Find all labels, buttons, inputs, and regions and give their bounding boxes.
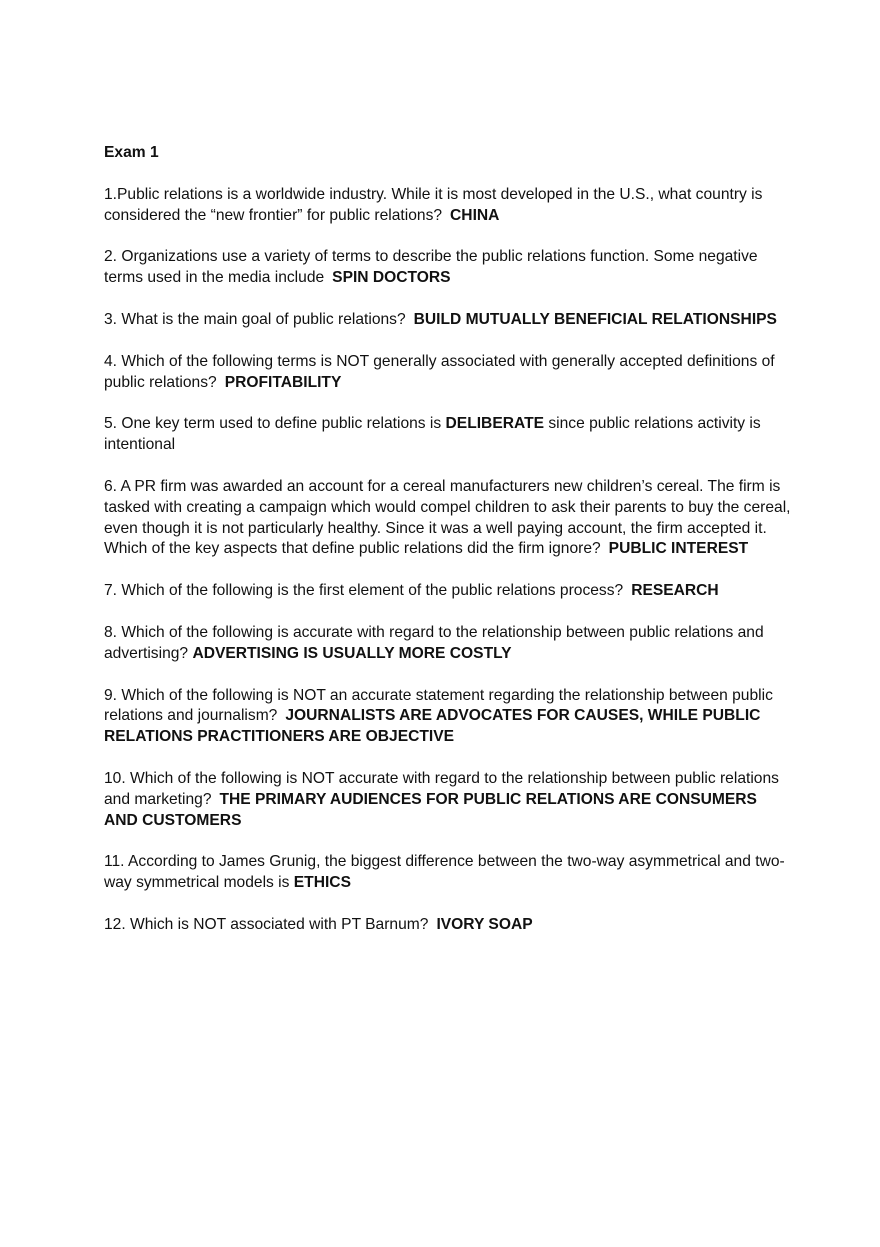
question-12: [104, 915, 794, 936]
exam-document: [104, 143, 794, 957]
answer-text: PUBLIC INTEREST: [608, 540, 749, 558]
question-text: 7. Which of the following is the first element of the public relations process?: [104, 582, 624, 600]
question-3: [104, 310, 794, 331]
question-8: [104, 623, 794, 665]
answer-text: BUILD MUTUALLY BENEFICIAL RELATIONSHIPS: [413, 310, 777, 328]
question-4: [104, 352, 794, 394]
question-text-after: since public relations activity is intentional: [104, 415, 761, 454]
answer-text: CHINA: [450, 206, 500, 224]
answer-text: ETHICS: [293, 874, 351, 892]
answer-text: JOURNALISTS ARE ADVOCATES FOR CAUSES, WHILE PUBLIC RELATIONS PRACTITIONERS ARE OBJECTIVE: [104, 707, 761, 746]
question-text: 5. One key term used to define public relations is: [104, 415, 442, 433]
question-2: [104, 247, 794, 289]
answer-text: ADVERTISING IS USUALLY MORE COSTLY: [192, 644, 512, 662]
question-9: [104, 686, 794, 748]
document-title: Exam 1: [104, 144, 159, 161]
question-7: [104, 581, 794, 602]
question-10: [104, 769, 794, 831]
answer-text: PROFITABILITY: [224, 373, 342, 391]
question-text: 10. Which of the following is NOT accurate with regard to the relationship between public relations and marketing?: [104, 769, 779, 808]
question-text: 11. According to James Grunig, the biggest difference between the two-way asymmetrical and two-way symmetrical models is: [104, 853, 785, 892]
answer-text: IVORY SOAP: [436, 915, 533, 933]
answer-text: THE PRIMARY AUDIENCES FOR PUBLIC RELATIONS ARE CONSUMERS AND CUSTOMERS: [104, 790, 757, 829]
question-5: [104, 414, 794, 456]
question-1: [104, 185, 794, 227]
question-text: 4. Which of the following terms is NOT generally associated with generally accepted definitions of public relations?: [104, 352, 775, 391]
question-text: 6. A PR firm was awarded an account for a cereal manufacturers new children’s cereal. The firm is tasked with creating a campaign which would compel children to ask their parents to buy the cereal, even though it is not particularly healthy. Since it was a well paying account, the firm accepted it. Which of the key aspects that define public relations did the firm ignore?: [104, 477, 791, 558]
question-11: [104, 852, 794, 894]
answer-text: SPIN DOCTORS: [332, 269, 451, 287]
question-text: 12. Which is NOT associated with PT Barnum?: [104, 915, 429, 933]
question-text: 8. Which of the following is accurate with regard to the relationship between public relations and advertising?: [104, 623, 764, 662]
answer-text: RESEARCH: [631, 582, 719, 600]
question-text: 2. Organizations use a variety of terms to describe the public relations function. Some negative terms used in the media include: [104, 248, 758, 287]
question-text: 3. What is the main goal of public relations?: [104, 310, 406, 328]
question-text: 9. Which of the following is NOT an accurate statement regarding the relationship between public relations and journalism?: [104, 686, 773, 725]
question-6: [104, 477, 794, 560]
answer-text: DELIBERATE: [445, 415, 545, 433]
question-text: 1.Public relations is a worldwide industry. While it is most developed in the U.S., what country is considered the “new frontier” for public relations?: [104, 185, 763, 224]
